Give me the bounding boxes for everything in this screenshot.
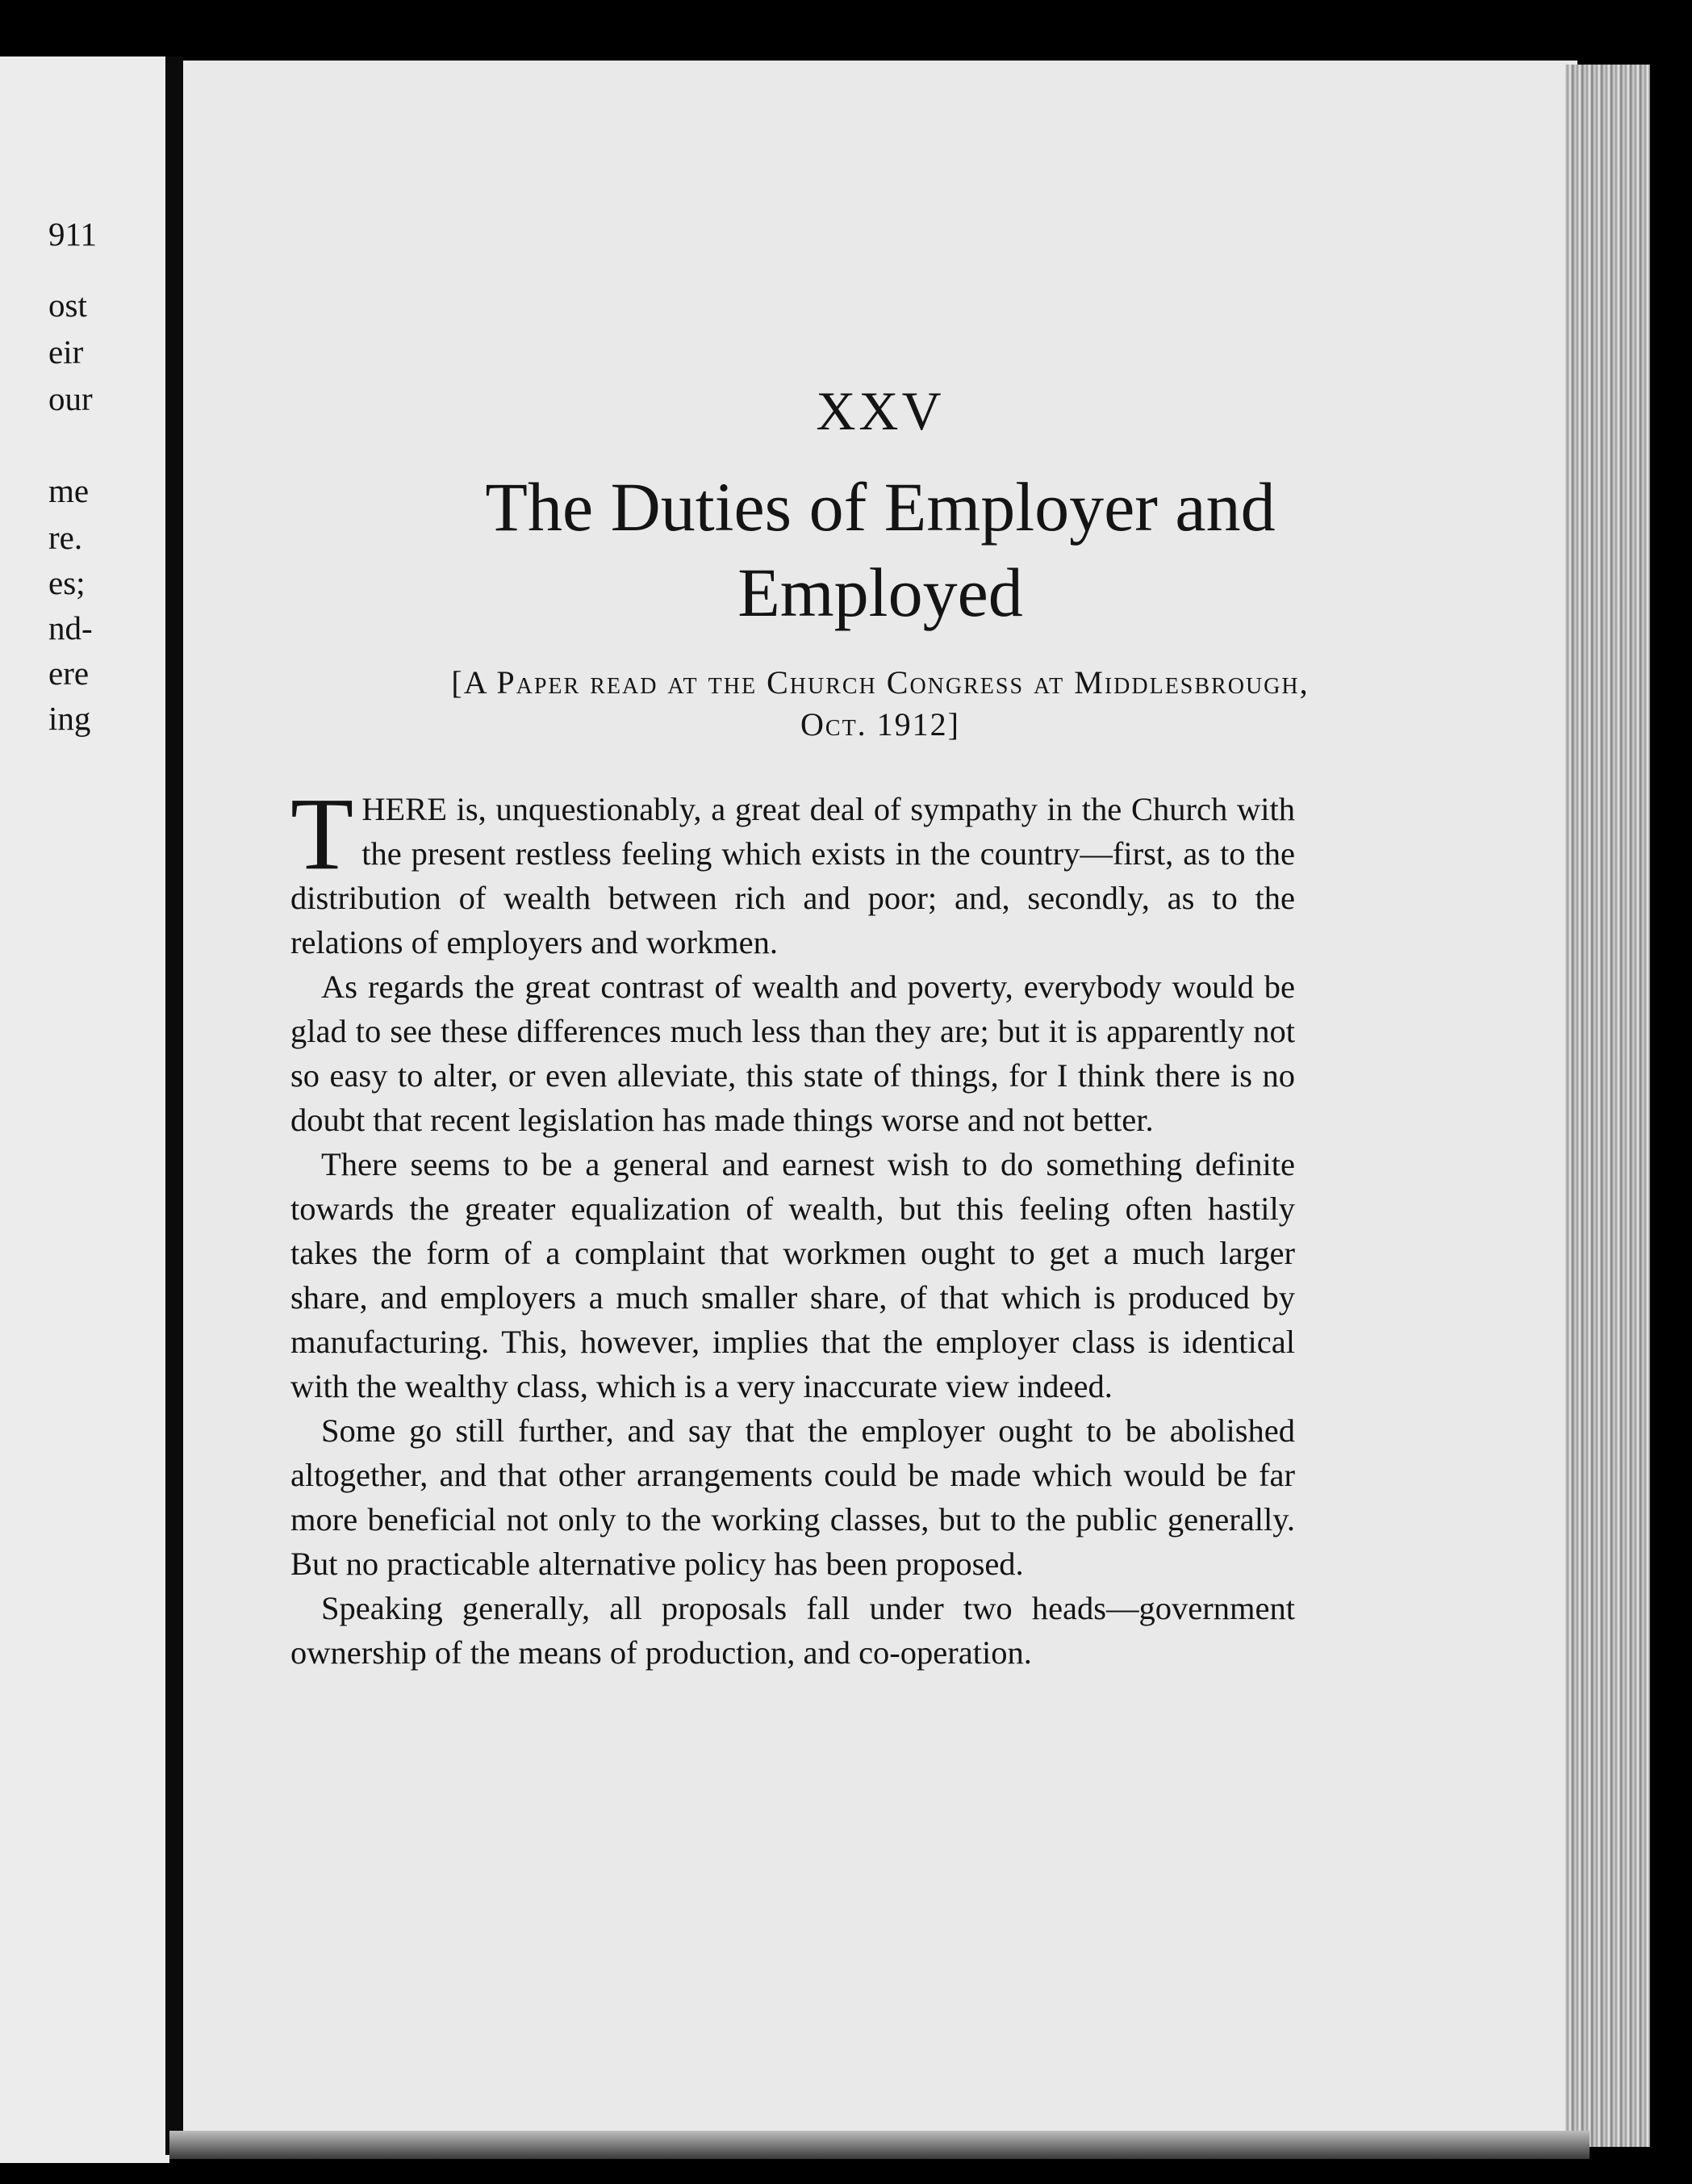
paragraph-text: HERE is, unquestionably, a great deal of sympathy in the Church with the present restless feeling which exists in the country—first, as to the distribution of wealth between rich and poor; and, secondly, as to the relations of employers and workmen. [290, 791, 1295, 960]
left-page-fragment: our [48, 380, 93, 417]
chapter-subtitle [183, 662, 1577, 746]
left-page-fragment: re. [48, 519, 83, 556]
left-page-fragment: es; [48, 564, 86, 601]
paragraph: There seems to be a general and earnest wish to do something definite towards the greater equalization of wealth, but this feeling often hastily takes the form of a complaint that workmen ought to get a much larger share, and employers a much smaller share, of that which is produced by manufacturing. This, however, implies that the employer class is identical with the wealthy class, which is a very inaccurate view indeed. [290, 1146, 1295, 1404]
paragraph [290, 776, 1295, 964]
chapter-title [183, 464, 1577, 635]
left-page-fragment: ing [48, 700, 91, 737]
left-page-fragment: ost [48, 287, 87, 324]
left-page-fragment: nd- [48, 609, 93, 646]
left-page-fragment: 911 [48, 215, 97, 253]
subtitle-line-2: Oct. 1912] [800, 706, 960, 743]
chapter-title-line-2: Employed [737, 554, 1023, 631]
left-facing-page [0, 56, 169, 2163]
page-edges [1565, 65, 1650, 2147]
page-bottom-shadow [169, 2131, 1590, 2159]
left-page-fragment: me [48, 472, 90, 509]
chapter-number: XXV [816, 380, 945, 441]
subtitle-line-1: [A Paper read at the Church Congress at Middlesbrough, [451, 664, 1310, 701]
body-text [290, 776, 1295, 1675]
paragraph: As regards the great contrast of wealth and poverty, everybody would be glad to see these differences much less than they are; but it is apparently not so easy to alter, or even alleviate, this state of things, for I think there is no doubt that recent legislation has made things worse and not better. [290, 969, 1295, 1138]
book-gutter [165, 56, 183, 2155]
left-page-fragment: eir [48, 333, 84, 370]
drop-cap: T [290, 776, 354, 891]
left-page-fragment: ere [48, 655, 90, 692]
chapter-title-line-1: The Duties of Employer and [485, 468, 1276, 546]
paragraph: Speaking generally, all proposals fall under two heads—government ownership of the means of production, and co-operation. [290, 1590, 1295, 1671]
paragraph: Some go still further, and say that the employer ought to be abolished altogether, and that other arrangements could be made which would be far more beneficial not only to the working classes, but to the public generally. But no practicable alternative policy has been proposed. [290, 1412, 1295, 1582]
